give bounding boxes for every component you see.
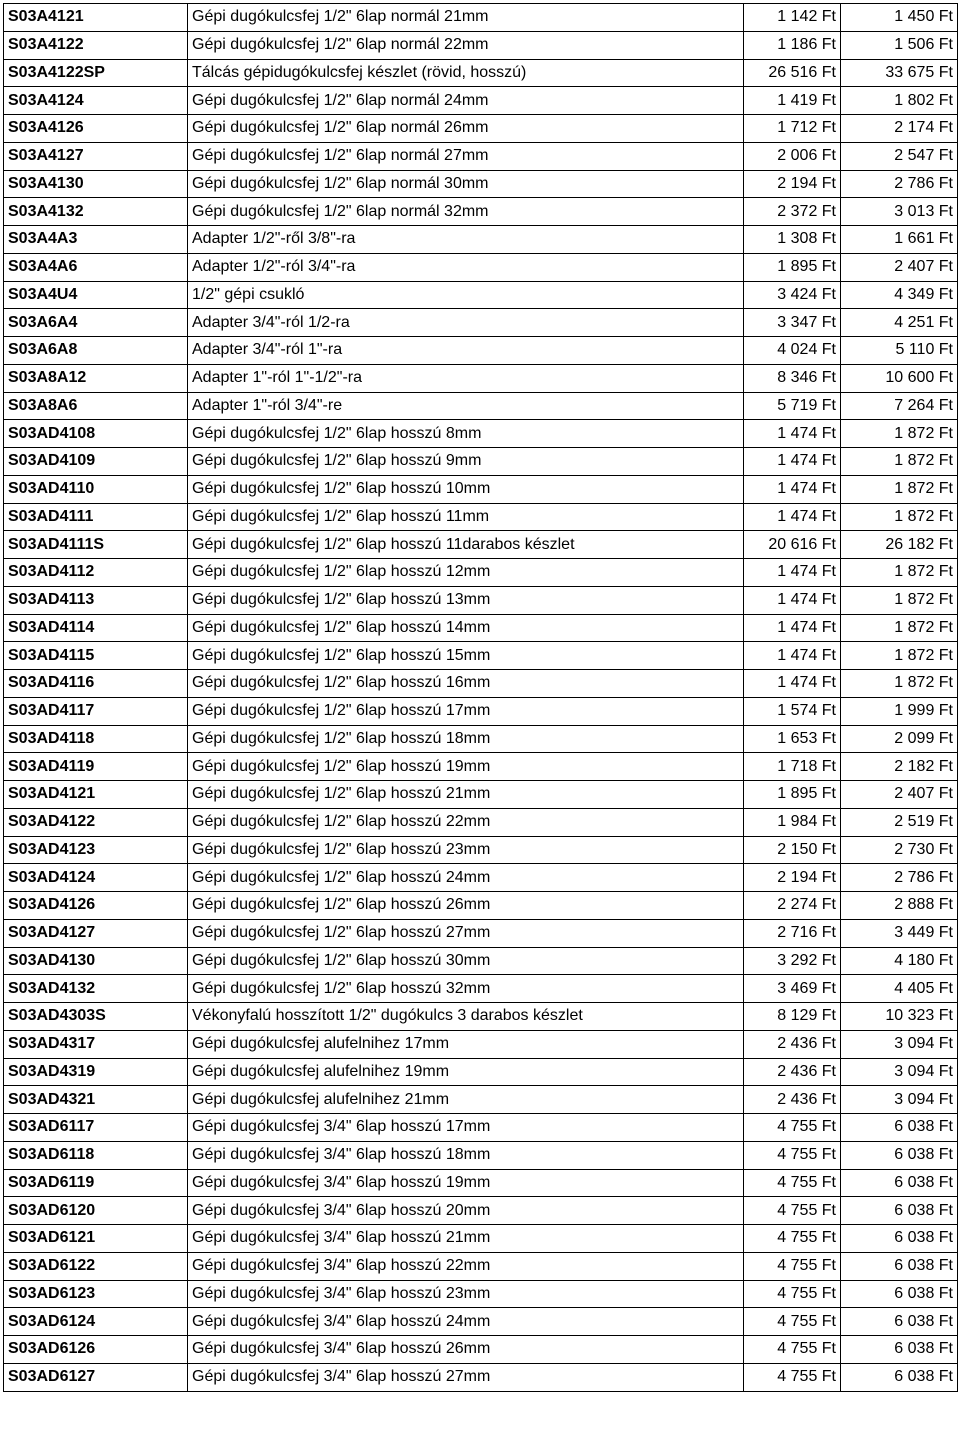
gross-price-cell: 6 038 Ft [841,1197,958,1225]
product-code-cell: S03AD6122 [4,1252,188,1280]
table-row [4,1308,958,1336]
gross-price-cell: 2 407 Ft [841,781,958,809]
net-price-cell: 1 474 Ft [744,642,841,670]
table-row [4,531,958,559]
net-price-cell: 8 129 Ft [744,1003,841,1031]
gross-price-cell: 4 251 Ft [841,309,958,337]
product-description-cell: Gépi dugókulcsfej 1/2" 6lap normál 32mm [188,198,744,226]
gross-price-cell: 2 786 Ft [841,170,958,198]
gross-price-cell: 1 999 Ft [841,697,958,725]
table-row [4,1169,958,1197]
product-code-cell: S03AD6120 [4,1197,188,1225]
gross-price-cell: 3 094 Ft [841,1086,958,1114]
product-description-cell: Gépi dugókulcsfej 1/2" 6lap hosszú 11mm [188,503,744,531]
net-price-cell: 4 755 Ft [744,1169,841,1197]
table-row [4,1003,958,1031]
net-price-cell: 2 274 Ft [744,892,841,920]
table-row [4,364,958,392]
product-code-cell: S03AD4117 [4,697,188,725]
table-row [4,1114,958,1142]
product-description-cell: Gépi dugókulcsfej 1/2" 6lap hosszú 15mm [188,642,744,670]
table-row [4,448,958,476]
gross-price-cell: 5 110 Ft [841,337,958,365]
table-row [4,892,958,920]
product-description-cell: Gépi dugókulcsfej 1/2" 6lap hosszú 9mm [188,448,744,476]
product-code-cell: S03AD4114 [4,614,188,642]
table-row [4,919,958,947]
net-price-cell: 2 150 Ft [744,836,841,864]
product-description-cell: Gépi dugókulcsfej 3/4" 6lap hosszú 27mm [188,1363,744,1391]
product-description-cell: Gépi dugókulcsfej 1/2" 6lap hosszú 17mm [188,697,744,725]
product-code-cell: S03AD4123 [4,836,188,864]
net-price-cell: 4 755 Ft [744,1114,841,1142]
product-code-cell: S03AD4319 [4,1058,188,1086]
product-description-cell: Gépi dugókulcsfej 3/4" 6lap hosszú 19mm [188,1169,744,1197]
net-price-cell: 4 755 Ft [744,1141,841,1169]
gross-price-cell: 1 872 Ft [841,420,958,448]
table-row [4,1252,958,1280]
net-price-cell: 1 718 Ft [744,753,841,781]
gross-price-cell: 1 872 Ft [841,448,958,476]
product-code-cell: S03AD4121 [4,781,188,809]
product-code-cell: S03AD4115 [4,642,188,670]
product-code-cell: S03AD6124 [4,1308,188,1336]
net-price-cell: 3 424 Ft [744,281,841,309]
gross-price-cell: 6 038 Ft [841,1225,958,1253]
table-row [4,1197,958,1225]
product-description-cell: Gépi dugókulcsfej 1/2" 6lap hosszú 26mm [188,892,744,920]
net-price-cell: 1 142 Ft [744,4,841,32]
product-description-cell: Gépi dugókulcsfej 1/2" 6lap normál 30mm [188,170,744,198]
gross-price-cell: 2 786 Ft [841,864,958,892]
product-code-cell: S03AD4112 [4,559,188,587]
gross-price-cell: 2 547 Ft [841,142,958,170]
net-price-cell: 1 308 Ft [744,226,841,254]
gross-price-cell: 1 506 Ft [841,31,958,59]
product-code-cell: S03AD6118 [4,1141,188,1169]
product-code-cell: S03A4121 [4,4,188,32]
product-code-cell: S03A4126 [4,115,188,143]
net-price-cell: 4 755 Ft [744,1363,841,1391]
table-row [4,1141,958,1169]
product-description-cell: Vékonyfalú hosszított 1/2" dugókulcs 3 darabos készlet [188,1003,744,1031]
net-price-cell: 2 194 Ft [744,864,841,892]
product-description-cell: Gépi dugókulcsfej 3/4" 6lap hosszú 20mm [188,1197,744,1225]
gross-price-cell: 2 407 Ft [841,253,958,281]
table-row [4,420,958,448]
table-row [4,697,958,725]
gross-price-cell: 1 802 Ft [841,87,958,115]
product-code-cell: S03A8A12 [4,364,188,392]
net-price-cell: 26 516 Ft [744,59,841,87]
product-description-cell: Gépi dugókulcsfej 3/4" 6lap hosszú 22mm [188,1252,744,1280]
net-price-cell: 1 574 Ft [744,697,841,725]
net-price-cell: 2 194 Ft [744,170,841,198]
product-code-cell: S03AD4127 [4,919,188,947]
product-description-cell: Gépi dugókulcsfej 1/2" 6lap hosszú 10mm [188,475,744,503]
gross-price-cell: 3 013 Ft [841,198,958,226]
table-row [4,142,958,170]
table-row [4,1086,958,1114]
product-code-cell: S03A8A6 [4,392,188,420]
table-row [4,1280,958,1308]
product-code-cell: S03AD4111 [4,503,188,531]
product-code-cell: S03A6A4 [4,309,188,337]
gross-price-cell: 4 405 Ft [841,975,958,1003]
product-description-cell: Gépi dugókulcsfej 1/2" 6lap hosszú 18mm [188,725,744,753]
table-row [4,781,958,809]
product-description-cell: Gépi dugókulcsfej 3/4" 6lap hosszú 21mm [188,1225,744,1253]
table-row [4,725,958,753]
product-code-cell: S03AD4317 [4,1030,188,1058]
table-row [4,1363,958,1391]
product-code-cell: S03AD6123 [4,1280,188,1308]
product-code-cell: S03A6A8 [4,337,188,365]
gross-price-cell: 2 174 Ft [841,115,958,143]
product-description-cell: Gépi dugókulcsfej 1/2" 6lap hosszú 32mm [188,975,744,1003]
gross-price-cell: 1 872 Ft [841,642,958,670]
product-description-cell: Gépi dugókulcsfej 1/2" 6lap hosszú 22mm [188,808,744,836]
product-description-cell: Gépi dugókulcsfej 3/4" 6lap hosszú 18mm [188,1141,744,1169]
product-description-cell: Gépi dugókulcsfej 3/4" 6lap hosszú 23mm [188,1280,744,1308]
product-code-cell: S03AD4108 [4,420,188,448]
table-row [4,392,958,420]
gross-price-cell: 6 038 Ft [841,1280,958,1308]
net-price-cell: 4 755 Ft [744,1280,841,1308]
product-code-cell: S03A4127 [4,142,188,170]
net-price-cell: 2 436 Ft [744,1086,841,1114]
net-price-cell: 4 755 Ft [744,1225,841,1253]
table-row [4,87,958,115]
product-description-cell: Gépi dugókulcsfej 1/2" 6lap hosszú 13mm [188,586,744,614]
product-description-cell: 1/2" gépi csukló [188,281,744,309]
product-description-cell: Gépi dugókulcsfej 1/2" 6lap hosszú 8mm [188,420,744,448]
gross-price-cell: 3 449 Ft [841,919,958,947]
table-row [4,586,958,614]
table-row [4,475,958,503]
gross-price-cell: 4 349 Ft [841,281,958,309]
product-description-cell: Adapter 3/4"-ról 1/2-ra [188,309,744,337]
net-price-cell: 1 474 Ft [744,503,841,531]
product-description-cell: Gépi dugókulcsfej 1/2" 6lap hosszú 11darabos készlet [188,531,744,559]
net-price-cell: 1 712 Ft [744,115,841,143]
product-description-cell: Gépi dugókulcsfej 1/2" 6lap normál 26mm [188,115,744,143]
product-code-cell: S03AD4119 [4,753,188,781]
gross-price-cell: 6 038 Ft [841,1169,958,1197]
gross-price-cell: 10 323 Ft [841,1003,958,1031]
gross-price-cell: 6 038 Ft [841,1114,958,1142]
table-row [4,4,958,32]
product-code-cell: S03AD6127 [4,1363,188,1391]
product-code-cell: S03AD4116 [4,670,188,698]
product-code-cell: S03AD6117 [4,1114,188,1142]
product-code-cell: S03AD4110 [4,475,188,503]
table-row [4,808,958,836]
net-price-cell: 8 346 Ft [744,364,841,392]
table-row [4,337,958,365]
product-code-cell: S03AD4126 [4,892,188,920]
product-code-cell: S03A4A3 [4,226,188,254]
table-row [4,281,958,309]
gross-price-cell: 1 661 Ft [841,226,958,254]
product-code-cell: S03AD4109 [4,448,188,476]
net-price-cell: 1 419 Ft [744,87,841,115]
gross-price-cell: 6 038 Ft [841,1363,958,1391]
product-code-cell: S03A4124 [4,87,188,115]
table-row [4,947,958,975]
table-row [4,670,958,698]
product-description-cell: Gépi dugókulcsfej 1/2" 6lap hosszú 19mm [188,753,744,781]
product-description-cell: Gépi dugókulcsfej 1/2" 6lap hosszú 14mm [188,614,744,642]
product-code-cell: S03AD4130 [4,947,188,975]
gross-price-cell: 1 872 Ft [841,614,958,642]
product-description-cell: Gépi dugókulcsfej 1/2" 6lap hosszú 27mm [188,919,744,947]
product-code-cell: S03A4U4 [4,281,188,309]
product-code-cell: S03AD4113 [4,586,188,614]
table-row [4,253,958,281]
product-description-cell: Gépi dugókulcsfej 3/4" 6lap hosszú 26mm [188,1336,744,1364]
net-price-cell: 3 292 Ft [744,947,841,975]
table-row [4,226,958,254]
table-row [4,1030,958,1058]
product-code-cell: S03A4122SP [4,59,188,87]
product-code-cell: S03AD4111S [4,531,188,559]
table-row [4,1225,958,1253]
net-price-cell: 1 653 Ft [744,725,841,753]
net-price-cell: 1 984 Ft [744,808,841,836]
product-description-cell: Gépi dugókulcsfej 3/4" 6lap hosszú 17mm [188,1114,744,1142]
net-price-cell: 1 474 Ft [744,614,841,642]
product-code-cell: S03AD4132 [4,975,188,1003]
gross-price-cell: 1 872 Ft [841,559,958,587]
gross-price-cell: 2 519 Ft [841,808,958,836]
net-price-cell: 4 755 Ft [744,1197,841,1225]
gross-price-cell: 6 038 Ft [841,1252,958,1280]
table-row [4,1058,958,1086]
table-row [4,31,958,59]
gross-price-cell: 7 264 Ft [841,392,958,420]
net-price-cell: 1 474 Ft [744,475,841,503]
product-description-cell: Adapter 1"-ról 3/4"-re [188,392,744,420]
net-price-cell: 20 616 Ft [744,531,841,559]
product-code-cell: S03AD6126 [4,1336,188,1364]
net-price-cell: 1 895 Ft [744,253,841,281]
net-price-cell: 4 755 Ft [744,1308,841,1336]
product-description-cell: Gépi dugókulcsfej 1/2" 6lap hosszú 21mm [188,781,744,809]
net-price-cell: 2 716 Ft [744,919,841,947]
gross-price-cell: 2 888 Ft [841,892,958,920]
net-price-cell: 1 474 Ft [744,670,841,698]
net-price-cell: 3 469 Ft [744,975,841,1003]
net-price-cell: 1 474 Ft [744,559,841,587]
product-description-cell: Gépi dugókulcsfej 1/2" 6lap normál 27mm [188,142,744,170]
product-code-cell: S03AD4124 [4,864,188,892]
gross-price-cell: 1 872 Ft [841,475,958,503]
product-description-cell: Gépi dugókulcsfej 1/2" 6lap normál 22mm [188,31,744,59]
gross-price-cell: 6 038 Ft [841,1141,958,1169]
gross-price-cell: 3 094 Ft [841,1058,958,1086]
net-price-cell: 5 719 Ft [744,392,841,420]
gross-price-cell: 1 872 Ft [841,503,958,531]
product-description-cell: Adapter 1"-ról 1"-1/2"-ra [188,364,744,392]
product-description-cell: Gépi dugókulcsfej 1/2" 6lap hosszú 24mm [188,864,744,892]
product-code-cell: S03AD6119 [4,1169,188,1197]
price-list-body [4,4,958,1392]
gross-price-cell: 2 099 Ft [841,725,958,753]
price-list-table [3,3,958,1392]
product-description-cell: Adapter 1/2"-ról 3/4"-ra [188,253,744,281]
product-code-cell: S03AD6121 [4,1225,188,1253]
table-row [4,753,958,781]
net-price-cell: 2 006 Ft [744,142,841,170]
gross-price-cell: 10 600 Ft [841,364,958,392]
product-description-cell: Gépi dugókulcsfej 1/2" 6lap hosszú 30mm [188,947,744,975]
gross-price-cell: 1 450 Ft [841,4,958,32]
net-price-cell: 4 024 Ft [744,337,841,365]
gross-price-cell: 26 182 Ft [841,531,958,559]
net-price-cell: 4 755 Ft [744,1336,841,1364]
net-price-cell: 2 436 Ft [744,1030,841,1058]
product-description-cell: Gépi dugókulcsfej 1/2" 6lap hosszú 12mm [188,559,744,587]
table-row [4,642,958,670]
product-description-cell: Gépi dugókulcsfej alufelnihez 17mm [188,1030,744,1058]
gross-price-cell: 3 094 Ft [841,1030,958,1058]
product-description-cell: Gépi dugókulcsfej alufelnihez 19mm [188,1058,744,1086]
gross-price-cell: 6 038 Ft [841,1336,958,1364]
gross-price-cell: 1 872 Ft [841,586,958,614]
product-code-cell: S03AD4118 [4,725,188,753]
product-description-cell: Adapter 3/4"-ról 1"-ra [188,337,744,365]
product-description-cell: Gépi dugókulcsfej 1/2" 6lap normál 24mm [188,87,744,115]
net-price-cell: 1 474 Ft [744,448,841,476]
table-row [4,975,958,1003]
gross-price-cell: 6 038 Ft [841,1308,958,1336]
product-description-cell: Gépi dugókulcsfej 1/2" 6lap normál 21mm [188,4,744,32]
product-code-cell: S03A4122 [4,31,188,59]
net-price-cell: 2 436 Ft [744,1058,841,1086]
gross-price-cell: 2 730 Ft [841,836,958,864]
product-code-cell: S03AD4303S [4,1003,188,1031]
net-price-cell: 1 474 Ft [744,420,841,448]
table-row [4,59,958,87]
net-price-cell: 1 186 Ft [744,31,841,59]
gross-price-cell: 4 180 Ft [841,947,958,975]
table-row [4,1336,958,1364]
product-description-cell: Gépi dugókulcsfej alufelnihez 21mm [188,1086,744,1114]
product-description-cell: Gépi dugókulcsfej 1/2" 6lap hosszú 16mm [188,670,744,698]
table-row [4,614,958,642]
table-row [4,864,958,892]
product-description-cell: Gépi dugókulcsfej 3/4" 6lap hosszú 24mm [188,1308,744,1336]
table-row [4,115,958,143]
product-code-cell: S03AD4321 [4,1086,188,1114]
gross-price-cell: 2 182 Ft [841,753,958,781]
product-code-cell: S03A4130 [4,170,188,198]
table-row [4,559,958,587]
table-row [4,198,958,226]
table-row [4,309,958,337]
product-code-cell: S03A4132 [4,198,188,226]
product-description-cell: Adapter 1/2"-ről 3/8"-ra [188,226,744,254]
net-price-cell: 1 895 Ft [744,781,841,809]
net-price-cell: 4 755 Ft [744,1252,841,1280]
gross-price-cell: 1 872 Ft [841,670,958,698]
product-description-cell: Tálcás gépidugókulcsfej készlet (rövid, hosszú) [188,59,744,87]
table-row [4,503,958,531]
net-price-cell: 2 372 Ft [744,198,841,226]
net-price-cell: 1 474 Ft [744,586,841,614]
net-price-cell: 3 347 Ft [744,309,841,337]
gross-price-cell: 33 675 Ft [841,59,958,87]
product-description-cell: Gépi dugókulcsfej 1/2" 6lap hosszú 23mm [188,836,744,864]
product-code-cell: S03A4A6 [4,253,188,281]
product-code-cell: S03AD4122 [4,808,188,836]
table-row [4,170,958,198]
table-row [4,836,958,864]
